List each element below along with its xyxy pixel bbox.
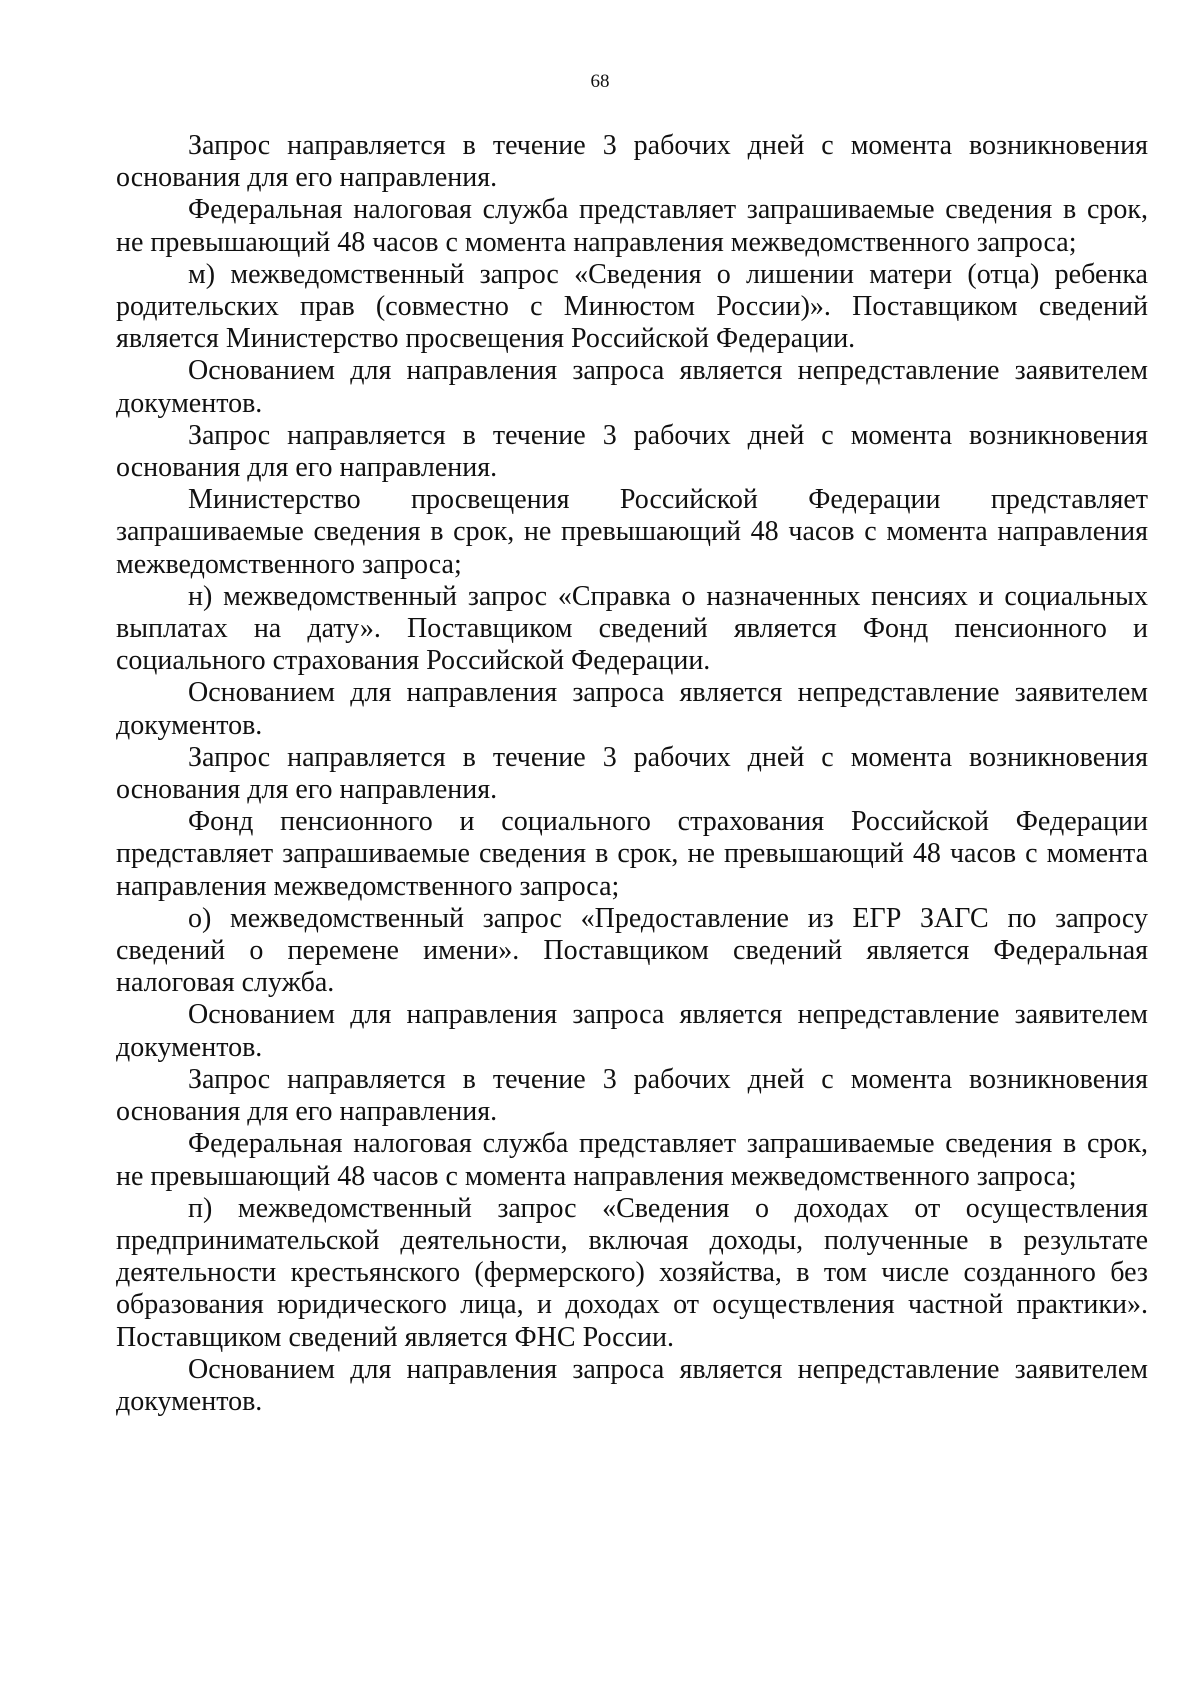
paragraph: Запрос направляется в течение 3 рабочих дней с момента возникновения основания для его направления. <box>116 419 1148 484</box>
page-number: 68 <box>590 71 610 92</box>
paragraph: Запрос направляется в течение 3 рабочих дней с момента возникновения основания для его направления. <box>116 130 1148 194</box>
paragraph: Министерство просвещения Российской Федерации представляет запрашиваемые сведения в срок, не превышающий 48 часов с момента направления межведомственного запроса; <box>116 484 1148 580</box>
paragraph: Запрос направляется в течение 3 рабочих дней с момента возникновения основания для его направления. <box>116 741 1148 806</box>
paragraph: Основанием для направления запроса является непредставление заявителем документов. <box>116 355 1148 419</box>
paragraph: м) межведомственный запрос «Сведения о лишении матери (отца) ребенка родительских прав (совместно с Минюстом России)». Поставщиком сведений является Министерство просвещения Российской Федерации. <box>116 258 1148 355</box>
paragraph: н) межведомственный запрос «Справка о назначенных пенсиях и социальных выплатах на дату». Поставщиком сведений является Фонд пенсионного и социального страхования Российской Федерации. <box>116 580 1148 677</box>
paragraph: о) межведомственный запрос «Предоставление из ЕГР ЗАГС по запросу сведений о перемене имени». Поставщиком сведений является Федеральная налоговая служба. <box>116 902 1148 999</box>
paragraph: Федеральная налоговая служба представляет запрашиваемые сведения в срок, не превышающий 48 часов с момента направления межведомственного запроса; <box>116 194 1148 258</box>
paragraph: Основанием для направления запроса является непредставление заявителем документов. <box>116 999 1148 1063</box>
paragraph: Федеральная налоговая служба представляет запрашиваемые сведения в срок, не превышающий 48 часов с момента направления межведомственного запроса; <box>116 1128 1148 1192</box>
paragraph: Основанием для направления запроса является непредставление заявителем документов. <box>116 677 1148 741</box>
paragraph: Фонд пенсионного и социального страхования Российской Федерации представляет запрашиваемые сведения в срок, не превышающий 48 часов с момента направления межведомственного запроса; <box>116 806 1148 902</box>
document-body <box>116 130 1148 1418</box>
paragraph: Основанием для направления запроса является непредставление заявителем документов. <box>116 1353 1148 1417</box>
paragraph: п) межведомственный запрос «Сведения о доходах от осуществления предпринимательской деятельности, включая доходы, полученные в результате деятельности крестьянского (фермерского) хозяйства, в том числе созданного без образования юридического лица, и доходах от осуществления частной практики». Поставщиком сведений является ФНС России. <box>116 1192 1148 1353</box>
paragraph: Запрос направляется в течение 3 рабочих дней с момента возникновения основания для его направления. <box>116 1063 1148 1128</box>
